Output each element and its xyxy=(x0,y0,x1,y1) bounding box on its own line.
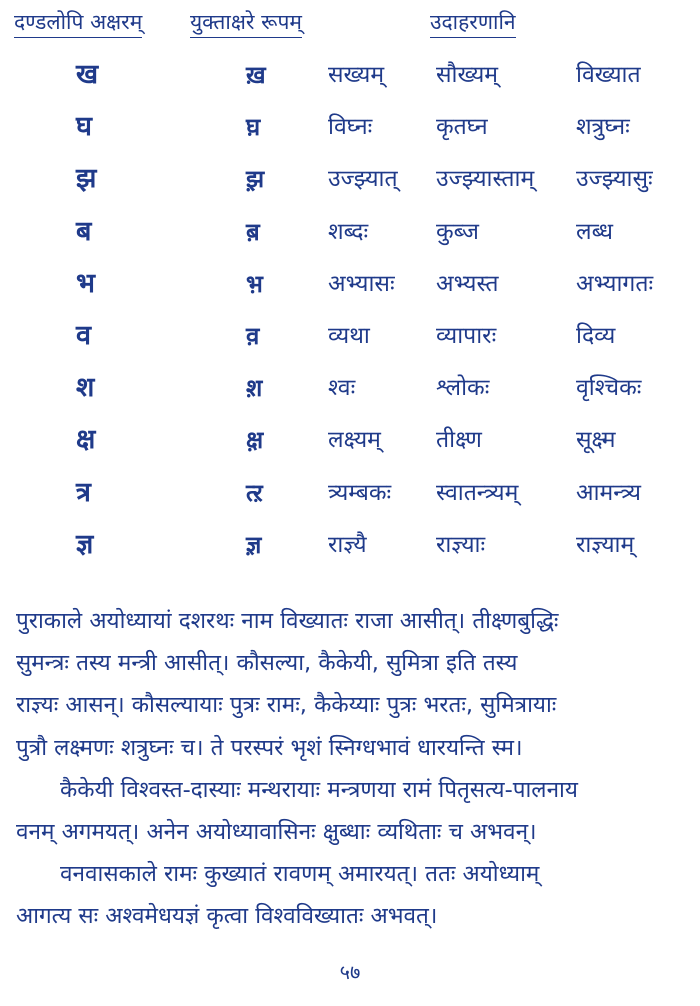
letter-cell: व xyxy=(76,319,92,351)
example-cell: श्लोकः xyxy=(436,375,490,402)
paragraph-line: राज्ञ्यः आसन्। कौसल्यायाः पुत्रः रामः, कैकेय्याः पुत्रः भरतः, सुमित्रायाः xyxy=(16,692,557,719)
example-cell: राज्ञ्याः xyxy=(436,531,486,558)
letter-cell: ख xyxy=(76,59,99,90)
paragraph-line: वनम् अगमयत्। अनेन अयोध्यावासिनः क्षुब्धाः व्यथिताः च अभवन्। xyxy=(16,819,537,846)
letter-cell: घ xyxy=(76,111,92,143)
example-cell: आमन्त्र्य xyxy=(576,479,642,506)
table-row xyxy=(0,209,700,261)
letter-cell: झ xyxy=(76,163,97,195)
example-cell: शब्दः xyxy=(328,218,369,245)
example-cell: सौख्यम् xyxy=(436,62,499,88)
paragraph-line: पुराकाले अयोध्यायां दशरथः नाम विख्यातः राजा आसीत्। तीक्ष्णबुद्धिः xyxy=(16,608,559,634)
example-cell: अभ्यागतः xyxy=(576,270,654,297)
example-cell: विख्यात xyxy=(576,62,641,88)
example-cell: स्वातन्त्र्यम् xyxy=(436,479,519,506)
table-row xyxy=(0,470,700,522)
paragraph-line: पुत्रौ लक्ष्मणः शत्रुघ्नः च। ते परस्परं भृशं स्निग्धभावं धारयन्ति स्म। xyxy=(16,734,523,761)
table-row xyxy=(0,261,700,313)
conjunct-form-cell: भ़ xyxy=(246,269,263,298)
example-cell: दिव्य xyxy=(576,322,616,349)
table-row xyxy=(0,104,700,156)
example-cell: कुब्ज xyxy=(436,218,479,245)
example-cell: विघ्नः xyxy=(328,114,373,141)
example-cell: सख्यम् xyxy=(328,62,385,88)
paragraph-line: कैकेयी विश्वस्त-दास्याः मन्थरायाः मन्त्रणया रामं पितृसत्य-पालनाय xyxy=(60,776,578,803)
example-cell: राज्ञ्यै xyxy=(328,531,367,558)
letter-cell: क्ष xyxy=(76,424,96,456)
example-cell: अभ्यस्त xyxy=(436,270,499,297)
example-cell: शत्रुघ्नः xyxy=(576,114,630,141)
letter-cell: भ xyxy=(76,267,95,299)
story-paragraph xyxy=(16,600,686,938)
example-cell: तीक्ष्ण xyxy=(436,427,482,454)
example-cell: व्यथा xyxy=(328,322,370,349)
letter-cell: ज्ञ xyxy=(76,528,94,560)
example-cell: राज्ञ्याम् xyxy=(576,531,635,558)
table-row xyxy=(0,522,700,574)
conjunct-form-cell: ख़ xyxy=(246,61,266,89)
table-row xyxy=(0,313,700,365)
conjunct-form-cell: क्ष़ xyxy=(246,426,264,455)
conjunct-form-cell: झ़ xyxy=(246,165,265,194)
header-conjunct-form: युक्ताक्षरे रूपम् xyxy=(190,8,302,38)
letter-cell: श xyxy=(76,372,95,404)
example-cell: उज्झ्यासुः xyxy=(576,166,653,193)
paragraph-line: वनवासकाले रामः कुख्यातं रावणम् अमारयत्। ततः अयोध्याम् xyxy=(60,861,540,888)
conjunct-form-cell: श़ xyxy=(246,374,263,403)
example-cell: अभ्यासः xyxy=(328,270,395,297)
table-row xyxy=(0,365,700,417)
table-header xyxy=(14,8,686,40)
example-cell: लक्ष्यम् xyxy=(328,427,381,454)
conjunct-form-cell: घ़ xyxy=(246,113,261,142)
header-dandalopi-akshara: दण्डलोपि अक्षरम् xyxy=(14,8,142,38)
page-number: ५७ xyxy=(339,960,361,984)
example-cell: कृतघ्न xyxy=(436,114,488,141)
table-row xyxy=(0,156,700,208)
header-examples: उदाहरणानि xyxy=(430,8,516,38)
example-cell: वृश्चिकः xyxy=(576,375,642,402)
example-cell: व्यापारः xyxy=(436,322,497,349)
conjunct-form-cell: व़ xyxy=(246,321,260,350)
example-cell: त्र्यम्बकः xyxy=(328,479,392,506)
example-cell: लब्ध xyxy=(576,218,613,245)
example-cell: उज्झ्यास्ताम् xyxy=(436,166,535,193)
paragraph-line: आगत्य सः अश्वमेधयज्ञं कृत्वा विश्वविख्यातः अभवत्। xyxy=(16,903,438,930)
conjunct-form-cell: ज्ञ़ xyxy=(246,530,262,559)
table-row xyxy=(0,417,700,469)
letter-table xyxy=(0,52,700,574)
conjunct-form-cell: ब़ xyxy=(246,217,260,246)
example-cell: सूक्ष्म xyxy=(576,427,616,454)
letter-cell: ब xyxy=(76,215,92,247)
conjunct-form-cell: त्ऱ xyxy=(246,478,263,507)
example-cell: उज्झ्यात् xyxy=(328,166,398,193)
example-cell: श्वः xyxy=(328,375,356,402)
letter-cell: त्र xyxy=(76,476,91,508)
paragraph-line: सुमन्त्रः तस्य मन्त्री आसीत्। कौसल्या, कैकेयी, सुमित्रा इति तस्य xyxy=(16,650,518,677)
table-row xyxy=(0,52,700,104)
